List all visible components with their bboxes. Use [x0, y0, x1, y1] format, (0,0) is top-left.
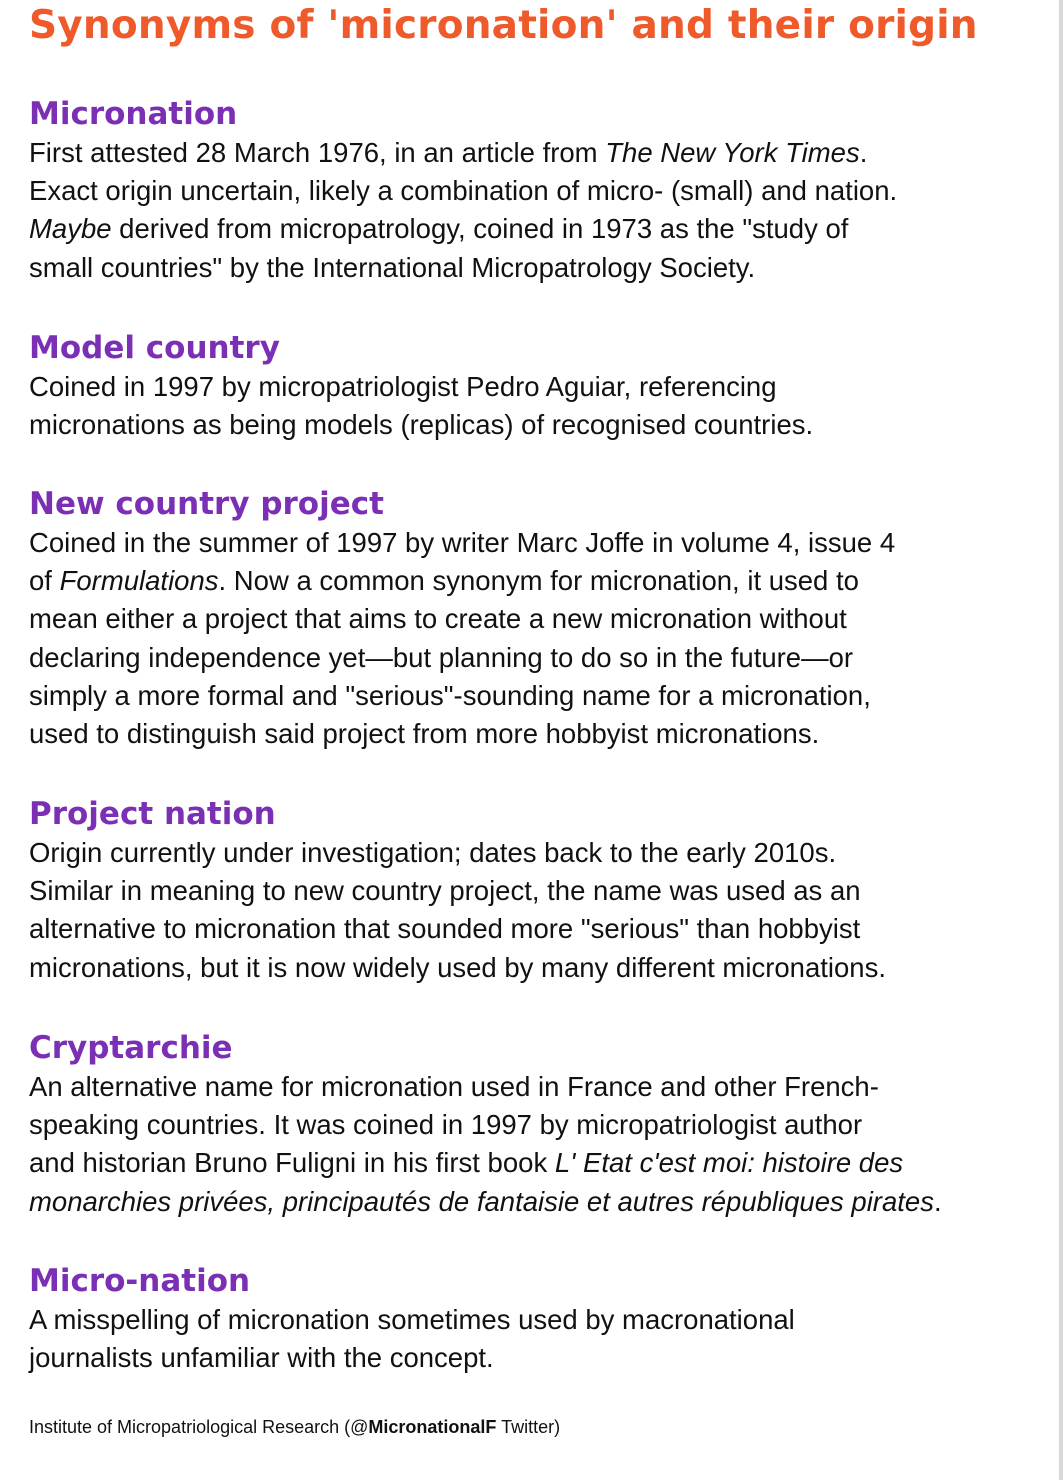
synonym-entry-new-country-project [29, 484, 1029, 753]
synonym-term: New country project [29, 486, 384, 522]
synonym-entry-project-nation [29, 794, 1029, 987]
synonym-entry-model-country [29, 328, 1029, 444]
page-edge-shadow [1059, 0, 1063, 1480]
synonym-description: Origin currently under investigation; dates back to the early 2010s. Similar in meaning to new country project, the name was used as an alternative to micronation that sounded more "serious" than hobbyist micronations, but it is now widely used by many different micronations. [29, 837, 886, 983]
synonym-description: An alternative name for micronation used in France and other French- speaking countries. It was coined in 1997 by micropatriologist author and historian Bruno Fuligni in his first book L' Etat c'est moi: histoire des monarchies privées, principautés de fantaisie et autres républiques pirates. [29, 1071, 942, 1217]
synonym-term: Project nation [29, 796, 276, 832]
footer-prefix: Institute of Micropatriological Research (@ [29, 1417, 369, 1437]
synonym-term: Cryptarchie [29, 1030, 233, 1066]
synonym-term: Micronation [29, 96, 238, 132]
page-title: Synonyms of 'micronation' and their origin [29, 3, 978, 48]
synonym-description: First attested 28 March 1976, in an article from The New York Times. Exact origin uncertain, likely a combination of micro- (small) and nation. Maybe derived from micropatrology, coined in 1973 as the "study of small countries" by the International Micropatrology Society. [29, 137, 898, 283]
synonym-description: Coined in 1997 by micropatriologist Pedro Aguiar, referencing micronations as being models (replicas) of recognised countries. [29, 371, 814, 441]
synonym-description: Coined in the summer of 1997 by writer Marc Joffe in volume 4, issue 4 of Formulations. Now a common synonym for micronation, it used to mean either a project that aims to create a new micronation without declaring independence yet—but planning to do so in the future—or simply a more formal and "serious"-sounding name for a micronation, used to distinguish said project from more hobbyist micronations. [29, 527, 896, 750]
footer-suffix: Twitter) [496, 1417, 561, 1437]
synonym-term: Micro-nation [29, 1263, 251, 1299]
twitter-handle: MicronationalF [368, 1417, 497, 1437]
synonym-description: A misspelling of micronation sometimes used by macronational journalists unfamiliar with the concept. [29, 1304, 795, 1374]
synonym-entry-micronation [29, 94, 1029, 287]
footer-credit [29, 1414, 560, 1440]
synonym-entry-cryptarchie [29, 1028, 1029, 1221]
synonym-term: Model country [29, 330, 280, 366]
synonym-entry-micro-nation [29, 1261, 1029, 1377]
